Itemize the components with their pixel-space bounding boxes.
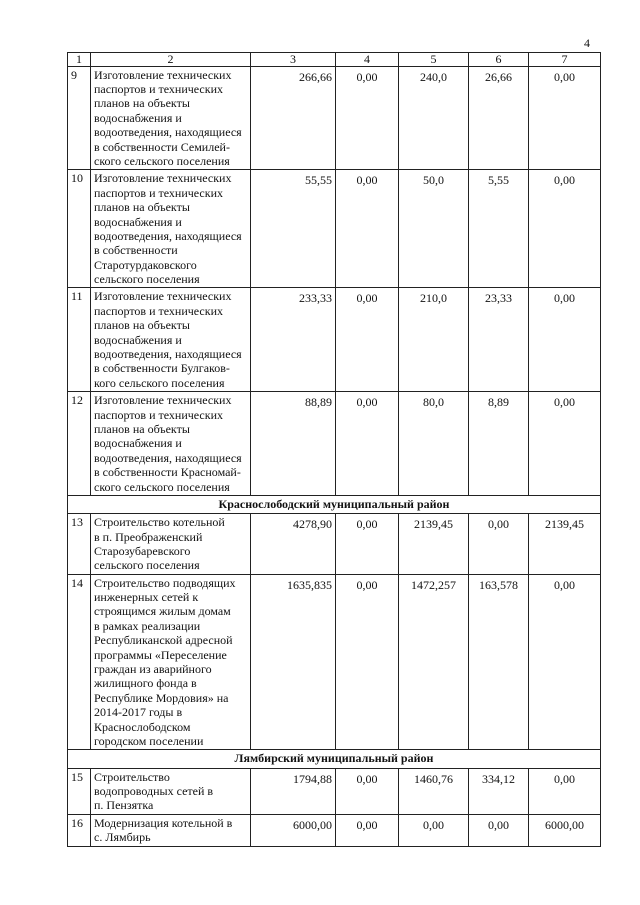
project-description [91,814,251,846]
description-line: граждан из аварийного [94,662,212,677]
page-number: 4 [584,36,590,50]
description-line: Строительство подводящих [94,575,236,590]
description-line: Изготовление технических [94,289,232,304]
value-text: 8,89 [488,395,509,410]
value-text: 210,0 [420,291,447,306]
value-cell-c3 [251,66,336,170]
description-line: водопроводных сетей в [94,783,214,798]
value-cell-c3 [251,170,336,288]
value-cell-c4 [336,514,399,575]
table-row [68,574,601,750]
description-line: паспортов и технических [94,303,224,318]
value-cell-c7 [529,574,601,750]
value-text: 80,0 [423,395,444,410]
description-line: инженерных сетей к [94,590,199,605]
description-line: сельского поселения [94,558,200,573]
description-line: в собственности Булгаков- [94,361,230,376]
value-text: 266,66 [299,69,332,84]
section-header-row [68,750,601,768]
value-cell-c4 [336,392,399,496]
value-cell-c6 [469,814,529,846]
value-cell-c6 [469,288,529,392]
column-header: 2 [91,53,251,67]
description-line: Модернизация котельной в [94,815,233,830]
value-cell-c3 [251,768,336,814]
value-cell-c6 [469,574,529,750]
description-line: Строительство котельной [94,515,225,530]
description-line: водоснабжения и [94,436,182,451]
description-line: планов на объекты [94,96,190,111]
description-line: водоснабжения и [94,332,182,347]
value-cell-c4 [336,814,399,846]
description-line: ского сельского поселения [94,153,230,168]
description-line: Старотурдаковского [94,257,197,272]
section-title: Лямбирский муниципальный район [68,750,601,768]
row-number: 13 [68,514,91,575]
value-cell-c5 [399,288,469,392]
section-title: Краснослободский муниципальный район [68,495,601,513]
value-text: 0,00 [554,69,575,84]
value-text: 6000,00 [545,817,584,832]
description-line: Краснослободском [94,719,191,734]
row-number: 14 [68,574,91,750]
value-text: 0,00 [356,69,378,84]
value-text: 5,55 [488,173,509,188]
description-line: с. Лямбирь [94,830,151,845]
row-number: 16 [68,814,91,846]
section-header-row [68,495,601,513]
table-row [68,170,601,288]
row-number: 15 [68,768,91,814]
description-line: кого сельского поселения [94,375,225,390]
budget-table [67,52,601,847]
value-cell-c7 [529,514,601,575]
value-cell-c6 [469,66,529,170]
value-cell-c7 [529,170,601,288]
description-line: планов на объекты [94,421,190,436]
value-cell-c5 [399,814,469,846]
description-line: жилищного фонда в [94,676,197,691]
description-line: планов на объекты [94,200,190,215]
value-cell-c5 [399,514,469,575]
value-text: 0,00 [423,817,444,832]
row-number: 10 [68,170,91,288]
value-cell-c3 [251,574,336,750]
description-line: в п. Преображенский [94,529,203,544]
value-text: 0,00 [356,817,378,832]
value-text: 0,00 [488,517,509,532]
description-line: Республике Мордовия» на [94,690,229,705]
value-text: 334,12 [482,771,515,786]
value-text: 88,89 [305,395,332,410]
description-line: программы «Переселение [94,647,227,662]
description-line: сельского поселения [94,272,200,287]
description-line: городском поселении [94,733,204,748]
description-line: п. Пензятка [94,798,154,813]
value-cell-c4 [336,66,399,170]
value-cell-c7 [529,288,601,392]
description-line: Изготовление технических [94,171,232,186]
value-cell-c7 [529,66,601,170]
table-row [68,288,601,392]
value-text: 26,66 [485,69,512,84]
description-line: паспортов и технических [94,81,224,96]
value-text: 23,33 [485,291,512,306]
value-text: 55,55 [305,173,332,188]
value-text: 1460,76 [414,771,453,786]
description-line: 2014-2017 годы в [94,705,183,720]
description-line: водоснабжения и [94,110,182,125]
value-text: 1635,835 [287,577,332,592]
description-line: в собственности Красномай- [94,465,241,480]
description-line: Республиканской адресной [94,633,233,648]
project-description [91,170,251,288]
value-text: 240,0 [420,69,447,84]
description-line: в рамках реализации [94,618,201,633]
description-line: Строительство [94,769,170,784]
value-text: 0,00 [356,395,378,410]
value-text: 163,578 [479,577,518,592]
column-header-row [68,53,601,67]
table-body [68,53,601,847]
project-description [91,768,251,814]
value-text: 0,00 [554,771,575,786]
value-text: 6000,00 [293,817,332,832]
description-line: в собственности [94,243,178,258]
project-description [91,514,251,575]
value-cell-c6 [469,392,529,496]
value-cell-c3 [251,514,336,575]
value-text: 0,00 [554,291,575,306]
description-line: паспортов и технических [94,407,224,422]
value-text: 0,00 [356,291,378,306]
value-cell-c4 [336,574,399,750]
column-header: 6 [469,53,529,67]
value-text: 1472,257 [411,577,456,592]
value-text: 0,00 [356,173,378,188]
value-cell-c5 [399,392,469,496]
project-description [91,288,251,392]
value-cell-c3 [251,288,336,392]
value-cell-c5 [399,574,469,750]
value-cell-c4 [336,768,399,814]
value-text: 0,00 [356,517,378,532]
value-cell-c5 [399,170,469,288]
column-header: 1 [68,53,91,67]
table-row [68,814,601,846]
value-cell-c7 [529,814,601,846]
value-cell-c3 [251,814,336,846]
description-line: водоснабжения и [94,214,182,229]
value-text: 1794,88 [293,771,332,786]
value-text: 50,0 [423,173,444,188]
table-row [68,392,601,496]
row-number: 12 [68,392,91,496]
project-description [91,574,251,750]
value-text: 4278,90 [293,517,332,532]
description-line: строящимся жилым домам [94,604,231,619]
column-header: 5 [399,53,469,67]
value-text: 2139,45 [414,517,453,532]
value-text: 233,33 [299,291,332,306]
row-number: 11 [68,288,91,392]
table-row [68,66,601,170]
value-text: 0,00 [554,395,575,410]
value-cell-c5 [399,66,469,170]
column-header: 4 [336,53,399,67]
value-text: 0,00 [554,577,575,592]
description-line: планов на объекты [94,318,190,333]
description-line: в собственности Семилей- [94,139,230,154]
value-text: 0,00 [488,817,509,832]
description-line: Старозубаревского [94,543,191,558]
column-header: 7 [529,53,601,67]
table-row [68,768,601,814]
description-line: Изготовление технических [94,67,232,82]
description-line: водоотведения, находящиеся [94,228,242,243]
value-cell-c3 [251,392,336,496]
value-cell-c4 [336,288,399,392]
description-line: паспортов и технических [94,185,224,200]
row-number: 9 [68,66,91,170]
value-cell-c7 [529,392,601,496]
value-text: 0,00 [554,173,575,188]
value-cell-c7 [529,768,601,814]
value-text: 0,00 [356,771,378,786]
description-line: Изготовление технических [94,393,232,408]
table-row [68,514,601,575]
value-text: 2139,45 [545,517,584,532]
project-description [91,392,251,496]
project-description [91,66,251,170]
value-text: 0,00 [356,577,378,592]
description-line: водоотведения, находящиеся [94,347,242,362]
description-line: водоотведения, находящиеся [94,125,242,140]
value-cell-c4 [336,170,399,288]
description-line: ского сельского поселения [94,479,230,494]
value-cell-c5 [399,768,469,814]
value-cell-c6 [469,768,529,814]
value-cell-c6 [469,170,529,288]
value-cell-c6 [469,514,529,575]
column-header: 3 [251,53,336,67]
description-line: водоотведения, находящиеся [94,450,242,465]
